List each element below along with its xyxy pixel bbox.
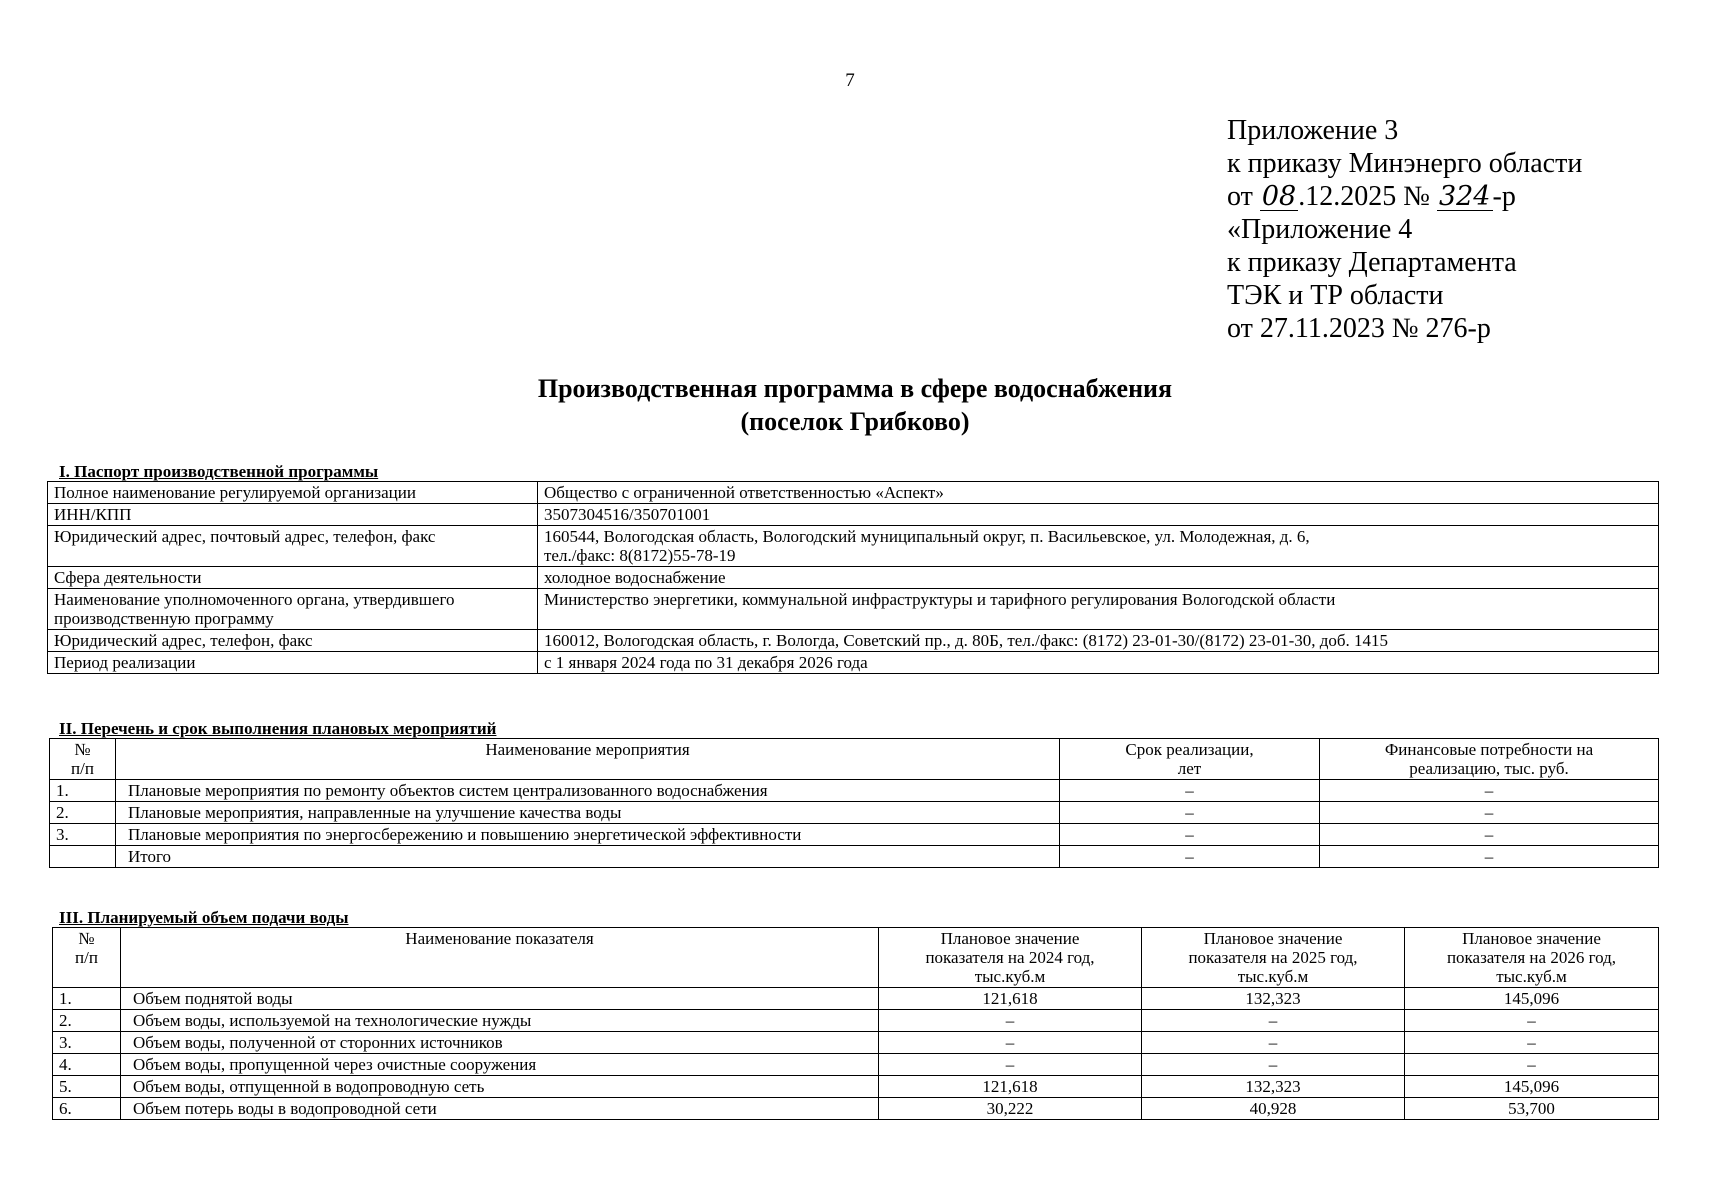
appendix-order-suffix: -р <box>1492 181 1516 212</box>
header-2024-line: тыс.куб.м <box>974 967 1046 986</box>
row-name: Объем потерь воды в водопроводной сети <box>121 1098 879 1120</box>
table-row <box>48 652 1659 674</box>
measures-table <box>49 738 1659 868</box>
header-term <box>1060 739 1320 780</box>
page-number: 7 <box>845 70 855 91</box>
appendix-line-3 <box>1227 180 1582 213</box>
row-num: 1. <box>50 780 116 802</box>
row-finance: – <box>1320 846 1659 868</box>
value-2025: – <box>1142 1032 1405 1054</box>
passport-label: Юридический адрес, телефон, факс <box>48 630 538 652</box>
appendix-line-4: «Приложение 4 <box>1227 214 1413 245</box>
header-2025-line: показателя на 2025 год, <box>1188 948 1358 967</box>
value-2024: – <box>879 1054 1142 1076</box>
value-2026: – <box>1405 1032 1659 1054</box>
value-2026: – <box>1405 1054 1659 1076</box>
passport-label: Период реализации <box>48 652 538 674</box>
row-name: Итого <box>116 846 1060 868</box>
passport-label: Сфера деятельности <box>48 567 538 589</box>
row-name: Объем поднятой воды <box>121 988 879 1010</box>
row-num: 2. <box>53 1010 121 1032</box>
table-row <box>53 1054 1659 1076</box>
document-title <box>0 372 1710 438</box>
value-2026: 145,096 <box>1405 988 1659 1010</box>
table-row <box>50 824 1659 846</box>
value-2024: 121,618 <box>879 988 1142 1010</box>
row-term: – <box>1060 824 1320 846</box>
passport-value: 160012, Вологодская область, г. Вологда, Советский пр., д. 80Б, тел./факс: (8172) 23-01-30/(8172) 23-01-30, доб. 1415 <box>538 630 1659 652</box>
table-row <box>50 780 1659 802</box>
row-num: 3. <box>50 824 116 846</box>
value-2026: 53,700 <box>1405 1098 1659 1120</box>
table-row <box>48 526 1659 567</box>
header-2024-line: показателя на 2024 год, <box>925 948 1095 967</box>
handwritten-day: 08 <box>1261 181 1297 212</box>
value-2024: – <box>879 1010 1142 1032</box>
header-name: Наименование показателя <box>121 928 879 988</box>
appendix-line-1: Приложение 3 <box>1227 115 1399 146</box>
row-name: Объем воды, используемой на технологические нужды <box>121 1010 879 1032</box>
header-num <box>50 739 116 780</box>
header-num <box>53 928 121 988</box>
header-num-line: п/п <box>71 759 94 778</box>
row-name: Плановые мероприятия, направленные на улучшение качества воды <box>116 802 1060 824</box>
passport-value <box>538 526 1659 567</box>
row-term: – <box>1060 846 1320 868</box>
water-supply-table <box>52 927 1659 1120</box>
row-finance: – <box>1320 802 1659 824</box>
header-2026-line: показателя на 2026 год, <box>1446 948 1617 967</box>
table-row <box>48 630 1659 652</box>
row-num: 6. <box>53 1098 121 1120</box>
header-finance <box>1320 739 1659 780</box>
row-name: Объем воды, полученной от сторонних источников <box>121 1032 879 1054</box>
passport-table <box>47 481 1659 674</box>
table-row-total <box>50 846 1659 868</box>
row-name: Плановые мероприятия по ремонту объектов систем централизованного водоснабжения <box>116 780 1060 802</box>
appendix-date-prefix: от <box>1227 181 1253 212</box>
row-num: 5. <box>53 1076 121 1098</box>
header-2025-line: Плановое значение <box>1203 929 1343 948</box>
passport-label: Полное наименование регулируемой организации <box>48 482 538 504</box>
passport-value-line: тел./факс: 8(8172)55-78-19 <box>544 546 736 565</box>
appendix-line-2: к приказу Минэнерго области <box>1227 148 1583 179</box>
row-finance: – <box>1320 780 1659 802</box>
passport-label-line: Наименование уполномоченного органа, утвердившего <box>54 590 455 609</box>
table-row <box>53 1098 1659 1120</box>
header-2025 <box>1142 928 1405 988</box>
table-row <box>53 1032 1659 1054</box>
value-2025: 132,323 <box>1142 1076 1405 1098</box>
passport-value: Общество с ограниченной ответственностью «Аспект» <box>538 482 1659 504</box>
header-term-line: Срок реализации, <box>1125 740 1254 759</box>
table-row <box>48 482 1659 504</box>
appendix-line-5: к приказу Департамента <box>1227 247 1517 278</box>
header-2026-line: Плановое значение <box>1462 929 1601 948</box>
passport-label-line: производственную программу <box>54 609 274 628</box>
passport-value-line: 160544, Вологодская область, Вологодский муниципальный округ, п. Васильевское, ул. Молодежная, д. 6, <box>544 527 1310 546</box>
title-line-2: (поселок Грибково) <box>740 407 970 436</box>
value-2024: 121,618 <box>879 1076 1142 1098</box>
header-term-line: лет <box>1177 759 1202 778</box>
header-num-line: № <box>74 740 91 759</box>
value-2025: – <box>1142 1010 1405 1032</box>
appendix-line-6: ТЭК и ТР области <box>1227 280 1444 311</box>
table-header-row <box>50 739 1659 780</box>
value-2026: – <box>1405 1010 1659 1032</box>
title-line-1: Производственная программа в сфере водоснабжения <box>537 374 1173 403</box>
row-num: 4. <box>53 1054 121 1076</box>
table-row <box>50 802 1659 824</box>
value-2025: – <box>1142 1054 1405 1076</box>
passport-value: Министерство энергетики, коммунальной инфраструктуры и тарифного регулирования Вологодской области <box>538 589 1659 630</box>
header-num-line: п/п <box>75 948 98 967</box>
appendix-line-7: от 27.11.2023 № 276-р <box>1227 313 1491 344</box>
header-2026 <box>1405 928 1659 988</box>
value-2026: 145,096 <box>1405 1076 1659 1098</box>
header-name: Наименование мероприятия <box>116 739 1060 780</box>
table-row <box>53 988 1659 1010</box>
row-term: – <box>1060 802 1320 824</box>
passport-value: с 1 января 2024 года по 31 декабря 2026 года <box>538 652 1659 674</box>
passport-label: ИНН/КПП <box>48 504 538 526</box>
table-row <box>53 1076 1659 1098</box>
header-num-line: № <box>78 929 95 948</box>
row-num: 1. <box>53 988 121 1010</box>
passport-value: холодное водоснабжение <box>538 567 1659 589</box>
row-name: Объем воды, пропущенной через очистные сооружения <box>121 1054 879 1076</box>
table-row <box>48 504 1659 526</box>
header-2025-line: тыс.куб.м <box>1237 967 1309 986</box>
table-row <box>53 1010 1659 1032</box>
table-row <box>48 589 1659 630</box>
passport-label: Юридический адрес, почтовый адрес, телефон, факс <box>48 526 538 567</box>
header-finance-line: Финансовые потребности на <box>1384 740 1594 759</box>
value-2025: 132,323 <box>1142 988 1405 1010</box>
row-finance: – <box>1320 824 1659 846</box>
row-name: Плановые мероприятия по энергосбережению и повышению энергетической эффективности <box>116 824 1060 846</box>
header-2024 <box>879 928 1142 988</box>
row-num: 3. <box>53 1032 121 1054</box>
table-header-row <box>53 928 1659 988</box>
row-num: 2. <box>50 802 116 824</box>
appendix-date-middle: .12.2025 № <box>1298 181 1430 212</box>
row-num <box>50 846 116 868</box>
passport-value: 3507304516/350701001 <box>538 504 1659 526</box>
passport-label <box>48 589 538 630</box>
header-2024-line: Плановое значение <box>940 929 1080 948</box>
handwritten-order-number: 324 <box>1438 181 1491 212</box>
section-1-title: I. Паспорт производственной программы <box>59 462 379 481</box>
value-2025: 40,928 <box>1142 1098 1405 1120</box>
header-finance-line: реализацию, тыс. руб. <box>1409 759 1569 778</box>
appendix-block <box>1227 114 1582 345</box>
value-2024: 30,222 <box>879 1098 1142 1120</box>
row-term: – <box>1060 780 1320 802</box>
row-name: Объем воды, отпущенной в водопроводную сеть <box>121 1076 879 1098</box>
header-2026-line: тыс.куб.м <box>1496 967 1567 986</box>
value-2024: – <box>879 1032 1142 1054</box>
section-3-title: III. Планируемый объем подачи воды <box>59 908 349 927</box>
table-row <box>48 567 1659 589</box>
section-2-title: II. Перечень и срок выполнения плановых мероприятий <box>59 719 497 738</box>
